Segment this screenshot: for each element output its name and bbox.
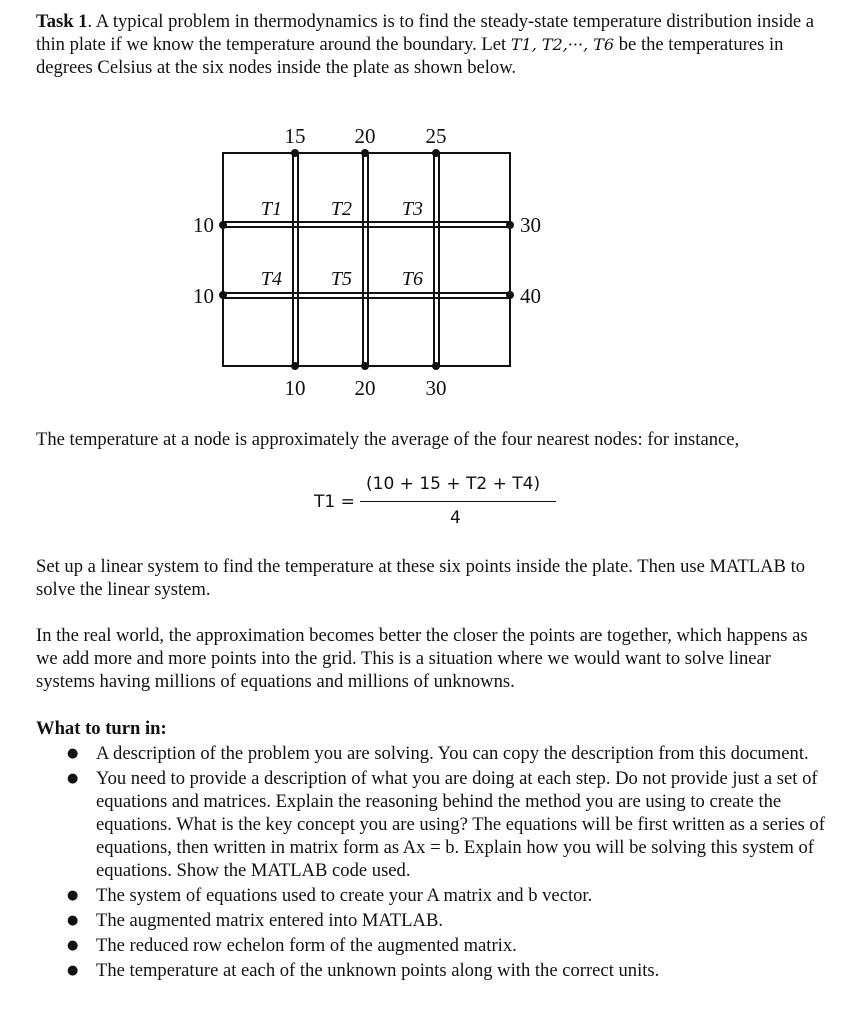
- right-label: 40: [520, 284, 541, 308]
- real-world-paragraph: In the real world, the approximation becomes better the closer the points are together, which happens as we add more and more points into the grid. This is a situation where we would want to solve linear systems having millions of equations and millions of unknowns.: [36, 625, 808, 692]
- top-label: 15: [284, 124, 306, 148]
- node-top-1: [291, 149, 299, 157]
- node-right-2: [506, 291, 514, 299]
- node-bottom-1: [291, 362, 299, 370]
- node-left-1: [219, 221, 227, 229]
- t1-formula: [314, 470, 554, 534]
- plate-grid: [223, 153, 510, 366]
- bullet-icon: ●: [67, 963, 79, 978]
- node-left-2: [219, 291, 227, 299]
- node-label-t4: T4: [260, 268, 282, 290]
- bullet-icon: ●: [67, 746, 79, 761]
- bullet-icon: ●: [67, 888, 79, 903]
- task-text-before: . A typical problem in thermodynamics is to find the steady-state temperature distribution inside a thin plate if we know the temperature around the boundary. Let: [36, 11, 815, 55]
- top-label: 20: [354, 124, 376, 148]
- list-item: ● A description of the problem you are solving. You can copy the description from this document.: [67, 743, 809, 764]
- top-label: 25: [425, 124, 447, 148]
- formula-numerator: (10 + 15 + T2 + T4): [366, 474, 541, 494]
- task-paragraph: [36, 10, 832, 79]
- node-bottom-3: [432, 362, 440, 370]
- node-label-t6: T6: [401, 268, 423, 290]
- node-top-2: [361, 149, 369, 157]
- list-item: ● The augmented matrix entered into MATLAB.: [67, 910, 443, 931]
- bottom-label: 30: [425, 376, 447, 400]
- list-item: ● The temperature at each of the unknown points along with the correct units.: [67, 960, 660, 981]
- node-label-t1: T1: [260, 198, 282, 220]
- setup-paragraph: Set up a linear system to find the temperature at these six points inside the plate. Then use MATLAB to solve the linear system.: [36, 556, 806, 600]
- plate-diagram: [180, 115, 560, 405]
- bullet-icon: ●: [67, 771, 79, 786]
- bottom-label: 20: [354, 376, 376, 400]
- fraction-bar: [360, 501, 556, 502]
- turn-in-heading: What to turn in:: [36, 718, 167, 739]
- formula-denominator: 4: [450, 508, 461, 528]
- node-label-t2: T2: [330, 198, 352, 220]
- bullet-icon: ●: [67, 913, 79, 928]
- node-bottom-2: [361, 362, 369, 370]
- left-label: 10: [193, 284, 214, 308]
- bullet-icon: ●: [67, 938, 79, 953]
- list-item: ● You need to provide a description of what you are doing at each step. Do not provide just a set of equations and matrices. Explain the reasoning behind the method you are using to create the equations. What is the key concept you are using? The equations will be first written as a series of equations, then written in matrix form as Ax = b. Explain how you will be solving this system of equations. Show the MATLAB code used.: [67, 768, 825, 881]
- list-item: ● The system of equations used to create your A matrix and b vector.: [67, 885, 593, 906]
- task-label: Task 1: [36, 11, 88, 32]
- node-top-3: [432, 149, 440, 157]
- plate-outline: [223, 153, 510, 366]
- left-label: 10: [193, 213, 214, 237]
- node-label-t3: T3: [401, 198, 423, 220]
- bottom-label: 10: [284, 376, 306, 400]
- turn-in-list: [36, 742, 836, 984]
- formula-lhs: T1 =: [314, 492, 355, 512]
- right-label: 30: [520, 213, 541, 237]
- boundary-nodes: [219, 149, 514, 370]
- node-right-1: [506, 221, 514, 229]
- task-vars: T1, T2,···, T6: [510, 35, 615, 54]
- task-text-after: be the temperatures in degrees Celsius at the six nodes inside the plate as shown below.: [36, 34, 784, 78]
- list-item: ● The reduced row echelon form of the augmented matrix.: [67, 935, 517, 956]
- average-paragraph: The temperature at a node is approximately the average of the four nearest nodes: for instance,: [36, 429, 740, 450]
- node-label-t5: T5: [330, 268, 352, 290]
